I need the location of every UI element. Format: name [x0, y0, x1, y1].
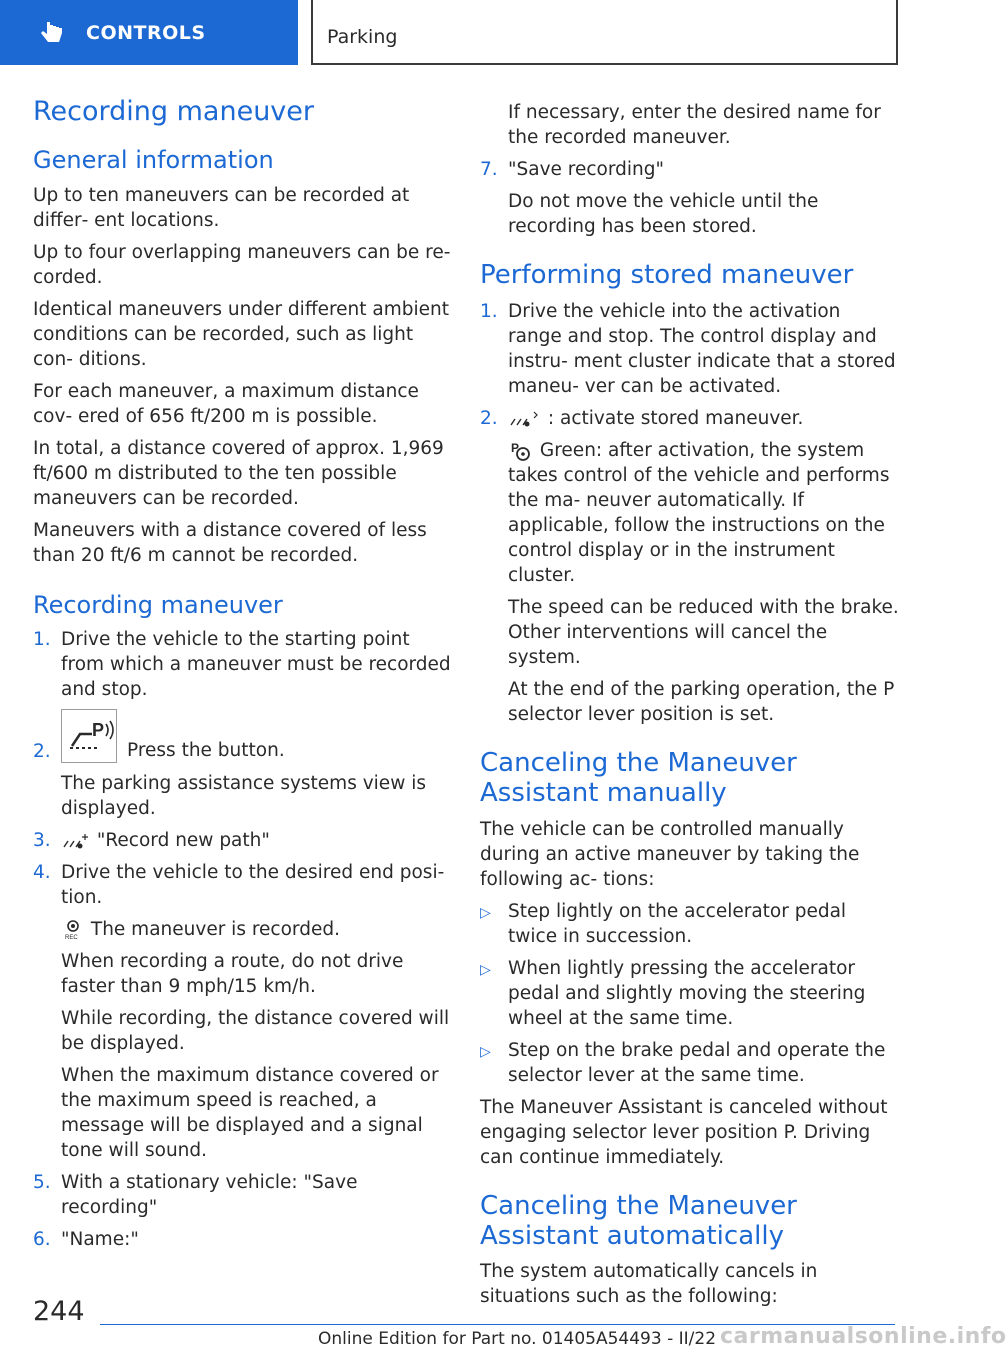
paragraph: While recording, the distance covered will be displayed.: [61, 1008, 450, 1055]
heading-canceling-manually: Canceling the Maneuver Assistant manually: [480, 747, 797, 808]
paragraph: Identical maneuvers under different ambient conditions can be recorded, such as light con‐ ditions.: [33, 298, 449, 370]
paragraph: P Green: after activation, the system takes control of the vehicle and performs the ma‐ neuver automatically. If applicable, follow the instructions on the control display or in the instrument cluster.: [508, 439, 890, 586]
list-item: 5. With a stationary vehicle: "Save recording": [33, 1172, 358, 1219]
list-item: 1. Drive the vehicle into the activation range and stop. The control display and instru‐ ment cluster indicate that a stored maneu‐ ver can be activated.: [480, 300, 896, 397]
list-item: 2. P Press the button.: [33, 709, 451, 764]
triangle-bullet-icon: ▷: [480, 904, 491, 921]
paragraph: REC The maneuver is recorded.: [61, 917, 451, 942]
list-item: ▷ When lightly pressing the accelerator pedal and slightly moving the steering wheel at the same time.: [480, 957, 866, 1029]
paragraph: Up to ten maneuvers can be recorded at differ‐ ent locations.: [33, 184, 410, 231]
edition-note: Online Edition for Part no. 01405A54493 - II/22: [318, 1329, 717, 1349]
parking-assistant-button-icon: [61, 709, 117, 763]
left-column: [33, 96, 451, 1259]
paragraph: When the maximum distance covered or the maximum speed is reached, a message will be displayed and a signal tone will sound.: [61, 1065, 439, 1162]
paragraph: Do not move the vehicle until the recording has been stored.: [508, 191, 819, 237]
paragraph: The Maneuver Assistant is canceled without engaging selector lever position P. Driving can continue immediately.: [480, 1096, 888, 1168]
paragraph: If necessary, enter the desired name for the recorded maneuver.: [508, 102, 881, 148]
heading-canceling-automatically: Canceling the Maneuver Assistant automatically: [480, 1190, 797, 1251]
list-item: 3. "Record new path": [33, 830, 270, 852]
svg-text:P: P: [511, 440, 520, 455]
paragraph: Up to four overlapping maneuvers can be re‐ corded.: [33, 241, 451, 288]
chapter-tab-label: Parking: [327, 26, 398, 48]
paragraph: When recording a route, do not drive faster than 9 mph/15 km/h.: [61, 951, 404, 998]
stored-maneuver-icon: [508, 409, 542, 429]
paragraph: In total, a distance covered of approx. 1,969 ft/600 m distributed to the ten possible maneuvers can be recorded.: [33, 437, 444, 509]
watermark: carmanualsonline.info: [720, 1324, 1007, 1349]
page-number: 244: [33, 1296, 85, 1327]
list-item: ▷ Step on the brake pedal and operate the selector lever at the same time.: [480, 1039, 886, 1086]
svg-text:REC: REC: [65, 935, 78, 942]
list-item: 7. "Save recording": [480, 159, 665, 180]
record-path-icon: [61, 831, 91, 851]
hand-pointer-icon: [38, 19, 66, 47]
paragraph: At the end of the parking operation, the P selector lever position is set.: [508, 678, 895, 725]
paragraph: The parking assistance systems view is displayed.: [61, 773, 426, 820]
recording-indicator-icon: [61, 919, 85, 941]
paragraph: The system automatically cancels in situations such as the following:: [480, 1261, 818, 1308]
heading-performing-stored-maneuver: Performing stored maneuver: [480, 260, 854, 290]
step-text: Press the button.: [127, 740, 285, 762]
page-title: Recording maneuver: [33, 96, 314, 127]
heading-general-information: General information: [33, 146, 274, 175]
list-item: 1. Drive the vehicle to the starting point from which a maneuver must be recorded and stop.: [33, 629, 451, 701]
svg-text:P: P: [92, 720, 105, 741]
section-tab-label: CONTROLS: [86, 21, 206, 44]
parking-steering-icon: [508, 440, 534, 462]
paragraph: The vehicle can be controlled manually during an active maneuver by taking the following ac‐ tions:: [480, 818, 860, 890]
paragraph: Maneuvers with a distance covered of less than 20 ft/6 m cannot be recorded.: [33, 519, 427, 566]
chapter-tab-parking: [311, 0, 898, 65]
list-item: 6. "Name:": [33, 1229, 139, 1251]
triangle-bullet-icon: ▷: [480, 961, 491, 978]
paragraph: For each maneuver, a maximum distance cov‐ ered of 656 ft/200 m is possible.: [33, 380, 419, 427]
section-tab-controls: [0, 0, 298, 65]
heading-recording-maneuver: Recording maneuver: [33, 590, 283, 619]
paragraph: The speed can be reduced with the brake. Other interventions will cancel the system.: [508, 596, 899, 668]
list-item: ▷ Step lightly on the accelerator pedal twice in succession.: [480, 900, 847, 947]
list-item: 2. : activate stored maneuver.: [480, 407, 804, 429]
triangle-bullet-icon: ▷: [480, 1043, 491, 1060]
right-column: [480, 100, 900, 1316]
list-item: 4. Drive the vehicle to the desired end posi‐ tion.: [33, 862, 445, 909]
